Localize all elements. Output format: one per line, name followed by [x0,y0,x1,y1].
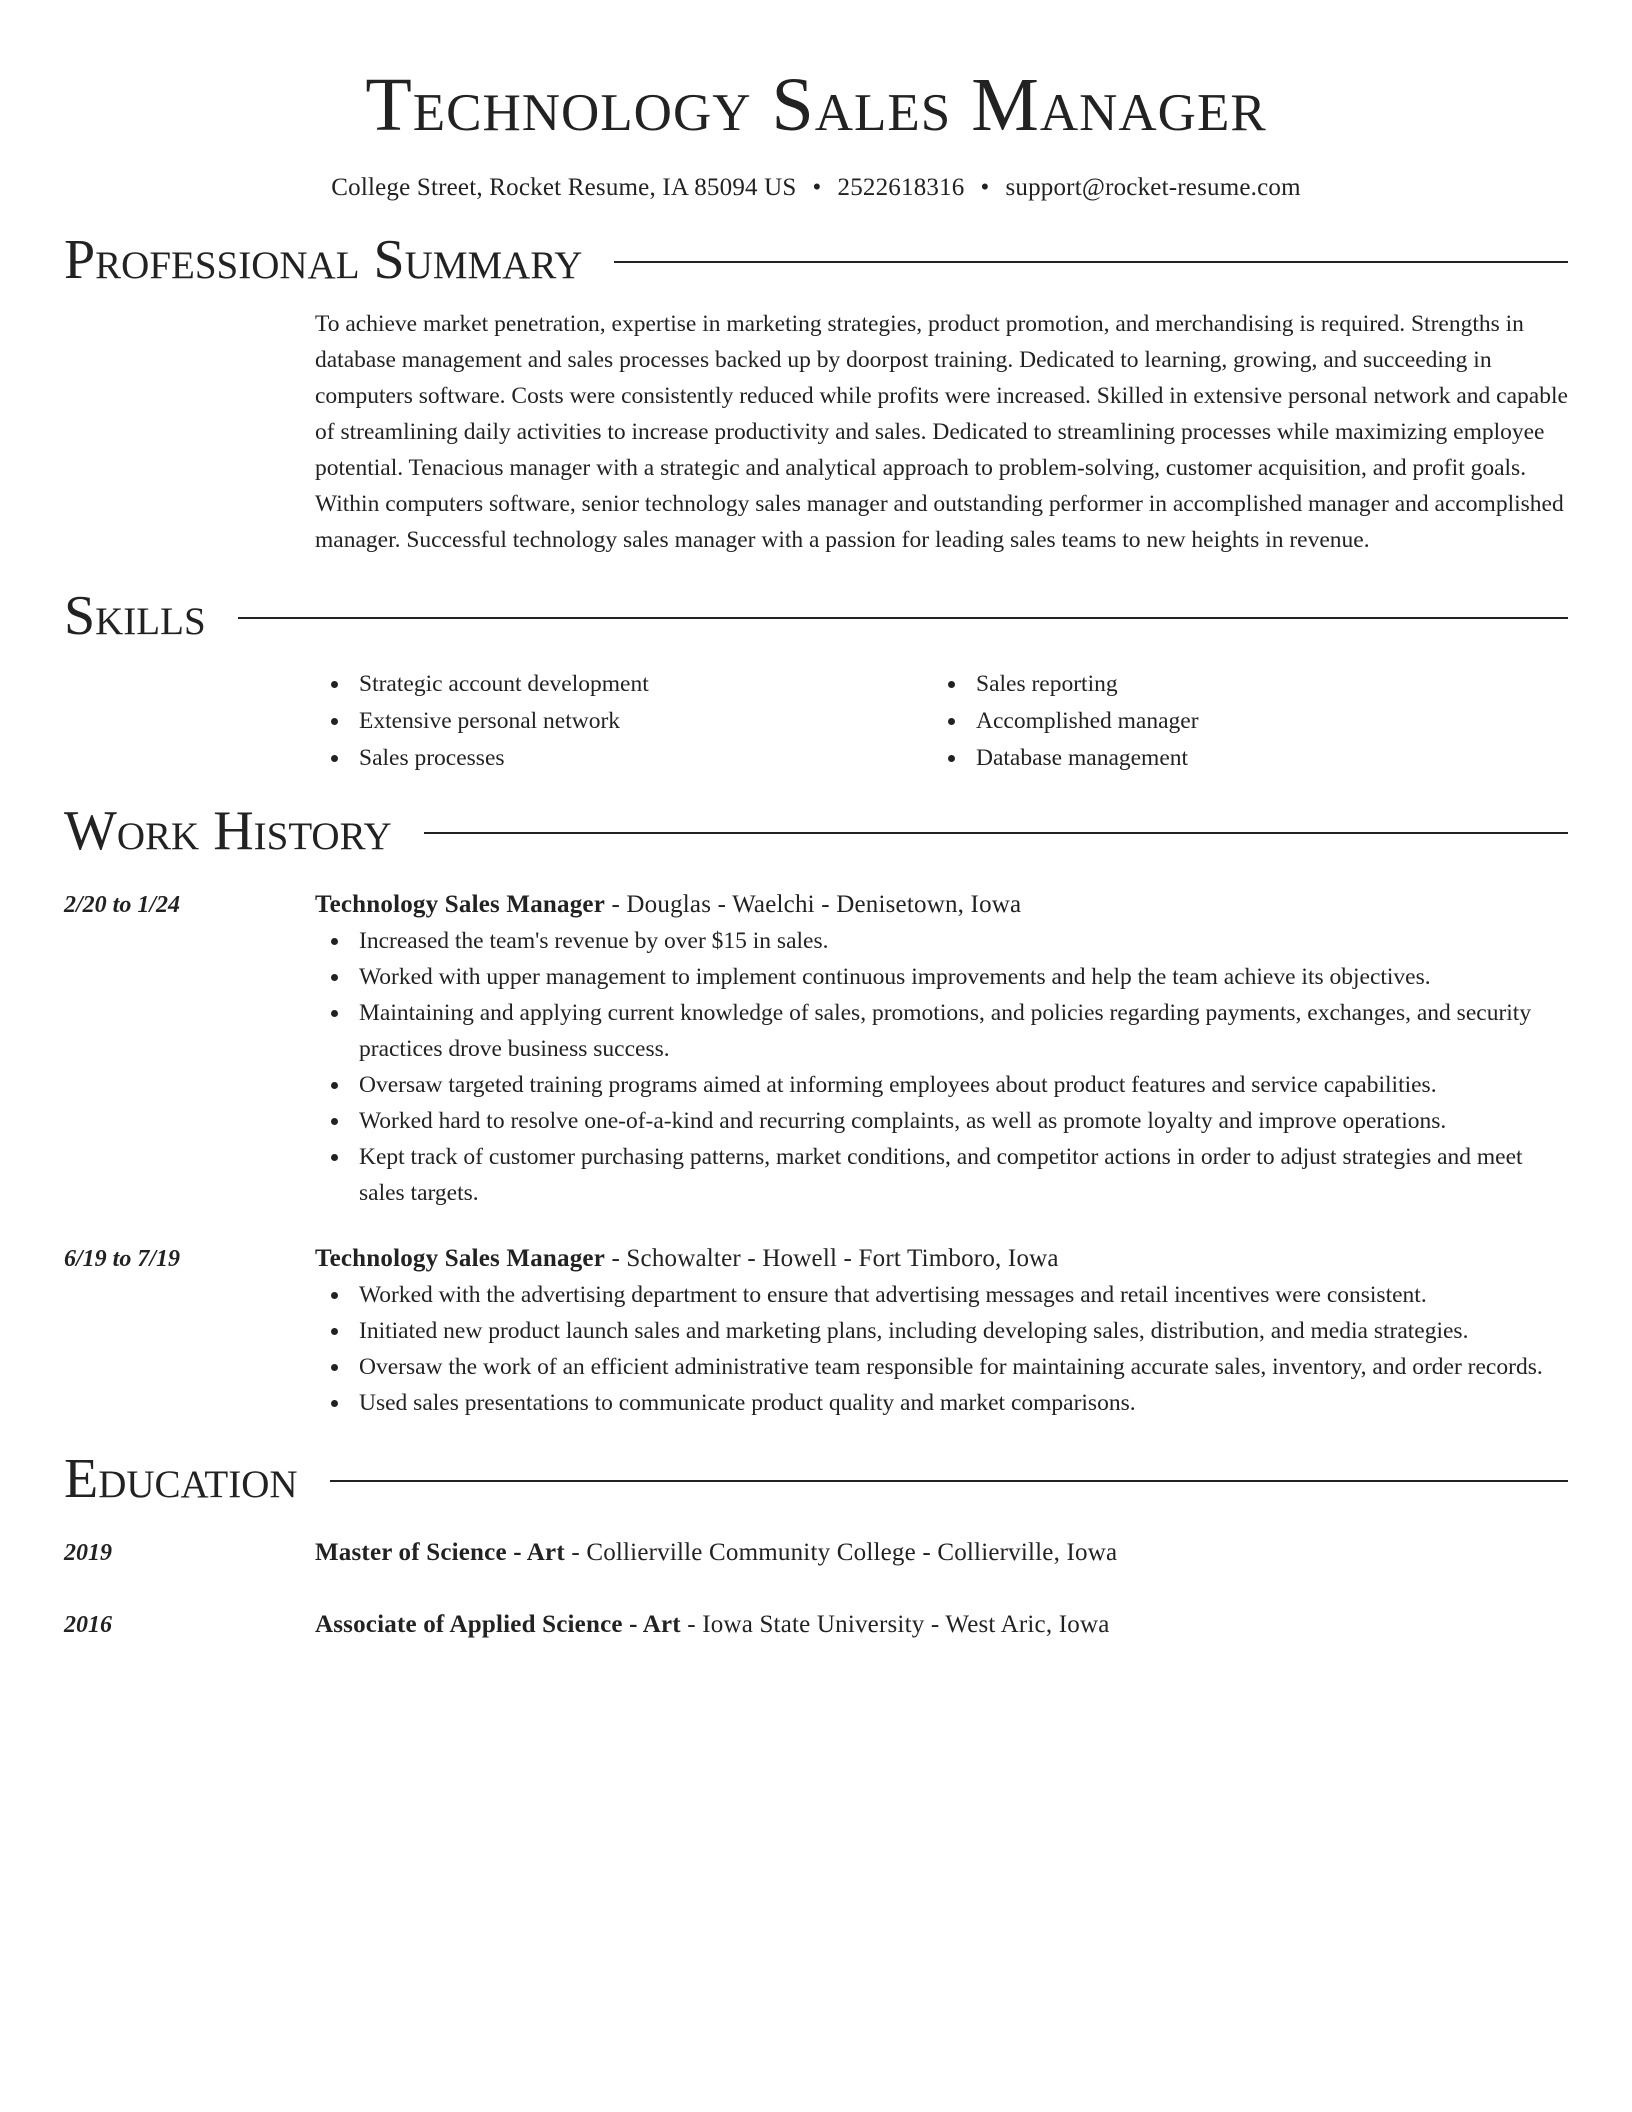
education-year: 2016 [64,1612,112,1638]
contact-line [64,172,1568,204]
education-body [315,1607,1568,1643]
work-entry [64,887,1568,1211]
education-title [315,1535,1568,1571]
work-bullet: Oversaw the work of an efficient administrative team responsible for maintaining accurate sales, inventory, and order records. [315,1349,1568,1385]
work-entry-body [315,887,1568,1211]
skills-column-right [932,666,1552,777]
resume-page [64,0,1568,1643]
skill-item: Sales processes [315,740,932,777]
work-bullet: Used sales presentations to communicate product quality and market comparisons. [315,1385,1568,1421]
work-entry-title [315,887,1568,923]
education-year: 2019 [64,1540,112,1566]
work-entry [64,1241,1568,1421]
skills-section-title: Skills [64,585,206,647]
education-title [315,1607,1568,1643]
work-entry-employer: - Schowalter - Howell - Fort Timboro, Iowa [605,1245,1059,1272]
work-bullet: Worked with upper management to implement continuous improvements and help the team achieve its objectives. [315,959,1568,995]
contact-email: support@rocket-resume.com [1005,174,1301,201]
work-bullet: Initiated new product launch sales and marketing plans, including developing sales, distribution, and media strategies. [315,1313,1568,1349]
skill-item: Strategic account development [315,666,932,703]
resume-name: Technology Sales Manager [365,63,1267,147]
skills-section-header [64,584,1568,648]
work-entry-title [315,1241,1568,1277]
work-bullet: Maintaining and applying current knowledge of sales, promotions, and policies regarding payments, exchanges, and security practices drove business success. [315,995,1568,1067]
work-entry-role: Technology Sales Manager [315,891,605,918]
skills-column-left [315,666,932,777]
education-degree: Master of Science - Art [315,1539,565,1566]
section-divider [238,617,1568,619]
contact-phone: 2522618316 [837,174,965,201]
work-entry-bullets [315,1277,1568,1421]
work-entry-role: Technology Sales Manager [315,1245,605,1272]
education-section-header [64,1447,1568,1511]
work-section-title: Work History [64,800,392,862]
skill-item: Database management [932,740,1552,777]
education-school: - Collierville Community College - Collierville, Iowa [564,1539,1118,1566]
section-divider [424,832,1568,834]
work-section-header [64,799,1568,863]
work-bullet: Worked with the advertising department to ensure that advertising messages and retail incentives were consistent. [315,1277,1568,1313]
education-school: - Iowa State University - West Aric, Iowa [680,1611,1110,1638]
work-bullet: Oversaw targeted training programs aimed at informing employees about product features and service capabilities. [315,1067,1568,1103]
work-bullet: Increased the team's revenue by over $15 in sales. [315,923,1568,959]
contact-address: College Street, Rocket Resume, IA 85094 US [331,174,797,201]
education-degree: Associate of Applied Science - Art [315,1611,681,1638]
work-entry-dates: 2/20 to 1/24 [64,892,181,918]
education-section-title: Education [64,1448,298,1510]
skills-list [315,666,1568,777]
education-entry [64,1607,1568,1643]
contact-separator: • [980,174,990,201]
section-divider [614,261,1568,263]
education-entry [64,1535,1568,1571]
work-bullet: Worked hard to resolve one-of-a-kind and recurring complaints, as well as promote loyalty and improve operations. [315,1103,1568,1139]
work-bullet: Kept track of customer purchasing patterns, market conditions, and competitor actions in order to adjust strategies and meet sales targets. [315,1139,1568,1211]
section-divider [330,1480,1568,1482]
work-entry-employer: - Douglas - Waelchi - Denisetown, Iowa [605,891,1022,918]
work-entry-dates: 6/19 to 7/19 [64,1246,181,1272]
skill-item: Accomplished manager [932,703,1552,740]
education-body [315,1535,1568,1571]
summary-section-title: Professional Summary [64,229,583,291]
skill-item: Extensive personal network [315,703,932,740]
summary-text: To achieve market penetration, expertise in marketing strategies, product promotion, and merchandising is required. Strengths in database management and sales processes backed up by doorpost training. Dedicated to learning, growing, and succeeding in computers software. Costs were consistently reduced while profits were increased. Skilled in extensive personal network and capable of streamlining daily activities to increase productivity and sales. Dedicated to streamlining processes while maximizing employee potential. Tenacious manager with a strategic and analytical approach to problem-solving, customer acquisition, and profit goals. Within computers software, senior technology sales manager and outstanding performer in accomplished manager and accomplished manager. Successful technology sales manager with a passion for leading sales teams to new heights in revenue. [315,311,1568,553]
work-entry-bullets [315,923,1568,1211]
work-entry-body [315,1241,1568,1421]
skill-item: Sales reporting [932,666,1552,703]
contact-separator: • [812,174,822,201]
summary-section-header [64,228,1568,292]
